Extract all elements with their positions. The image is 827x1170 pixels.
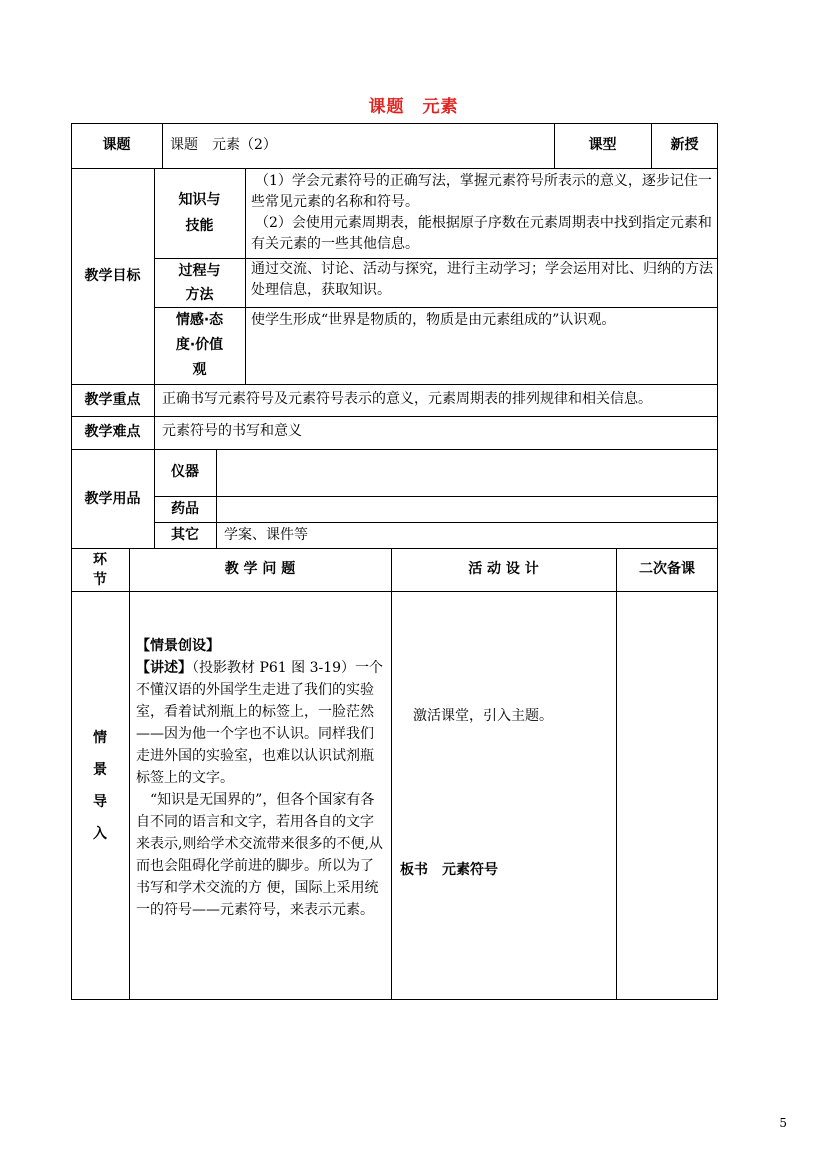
type-label: 课型: [588, 137, 617, 153]
activity-header: 活 动 设 计: [468, 561, 539, 577]
board-writing: 板书 元素符号: [400, 862, 498, 878]
key-point-text: 正确书写元素符号及元素符号表示的意义，元素周期表的排列规律和相关信息。: [162, 391, 652, 407]
scenario-heading: 【情景创设】: [136, 638, 220, 654]
activity-intro: 激活课堂，引入主题。: [413, 708, 553, 724]
knowledge-paragraph: “知识是无国界的”，但各个国家有各自不同的语言和文字，若用各自的文字来表示,则给学术交流带来很多的不便,从而也会阻碍化学前进的脚步。所以为了书写和学术交流的方 便，国际上采用统一的符号——元素符号，来表示元素。: [136, 792, 383, 918]
topic-label: 课题: [102, 137, 131, 153]
emotion-label: 情感·态 度·价值 观: [175, 312, 224, 378]
goals-label: 教学目标: [84, 267, 141, 284]
other-label: 其它: [171, 527, 199, 543]
knowledge-text: [251, 171, 714, 255]
type-value: 新授: [670, 137, 699, 153]
second-prep-header: 二次备课: [639, 561, 695, 577]
question-header: 教 学 问 题: [224, 561, 296, 577]
stage-label: 情 景 导 入: [93, 730, 107, 842]
knowledge-item-2: （2）会使用元素周期表，能根据原子序数在元素周期表中找到指定元素和有关元素的一些其他信息。: [251, 215, 712, 252]
difficulty-label: 教学难点: [84, 424, 141, 440]
knowledge-label: 知识与 技能: [178, 192, 221, 234]
page-title: 课题 元素: [368, 97, 459, 117]
process-text: 通过交流、讨论、活动与探究，进行主动学习；学会运用对比、归纳的方法处理信息，获取知识。: [251, 261, 713, 298]
other-value: 学案、课件等: [224, 527, 308, 543]
materials-label: 教学用品: [84, 490, 141, 507]
drug-label: 药品: [171, 500, 199, 517]
lecture-paragraph: 【讲述】（投影教材 P61 图 3-19）一个不懂汉语的外国学生走进了我们的实验室，看着试剂瓶上的标签上，一脸茫然——因为他一个字也不认识。同样我们走进外国的实验室，也难以认识试剂瓶标签上的文字。: [136, 660, 384, 786]
process-label: 过程与 方法: [178, 262, 221, 303]
key-point-label: 教学重点: [84, 391, 141, 408]
question-content: [136, 635, 386, 921]
page-number: 5: [779, 1116, 787, 1130]
difficulty-text: 元素符号的书写和意义: [162, 423, 302, 439]
instrument-label: 仪器: [171, 464, 199, 480]
knowledge-item-1: （1）学会元素符号的正确写法，掌握元素符号所表示的意义，逐步记住一些常见元素的名称和符号。: [251, 173, 712, 210]
emotion-text: 使学生形成“世界是物质的，物质是由元素组成的”认识观。: [251, 312, 616, 328]
stage-header: 环 节: [93, 551, 107, 588]
topic-value: 课题 元素（2）: [170, 137, 277, 153]
